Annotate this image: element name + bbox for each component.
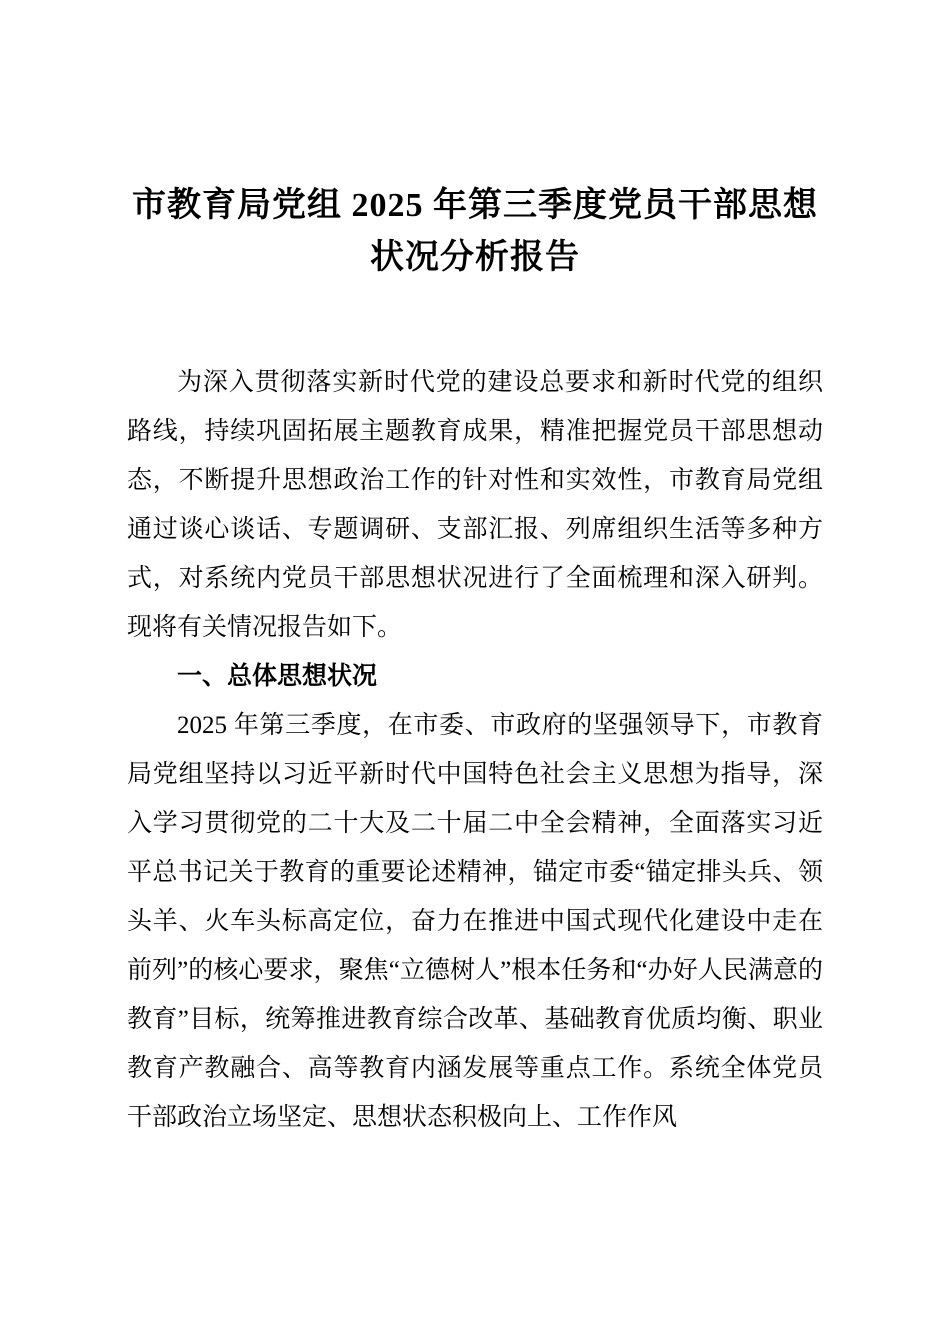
intro-paragraph: 为深入贯彻落实新时代党的建设总要求和新时代党的组织路线，持续巩固拓展主题教育成果，精准把握党员干部思想动态，不断提升思想政治工作的针对性和实效性，市教育局党组通过谈心谈话、专题调研、支部汇报、列席组织生活等多种方式，对系统内党员干部思想状况进行了全面梳理和深入研判。现将有关情况报告如下。 <box>127 369 823 641</box>
section-paragraph: 2025 年第三季度，在市委、市政府的坚强领导下，市教育局党组坚持以习近平新时代中国特色社会主义思想为指导，深入学习贯彻党的二十大及二十届二中全会精神，全面落实习近平总书记关于教育的重要论述精神，锚定市委“锚定排头兵、领头羊、火车头标高定位，奋力在推进中国式现代化建设中走在前列”的核心要求，聚焦“立德树人”根本任务和“办好人民满意的教育”目标，统筹推进教育综合改革、基础教育优质均衡、职业教育产教融合、高等教育内涵发展等重点工作。系统全体党员干部政治立场坚定、思想状态积极向上、工作作风 <box>127 712 823 1131</box>
document-title-line-2: 状况分析报告 <box>370 239 580 276</box>
section-heading-overall-status: 一、总体思想状况 <box>177 662 378 690</box>
document-title <box>127 180 823 284</box>
document-title-line-1: 市教育局党组 2025 年第三季度党员干部思想 <box>132 187 818 224</box>
